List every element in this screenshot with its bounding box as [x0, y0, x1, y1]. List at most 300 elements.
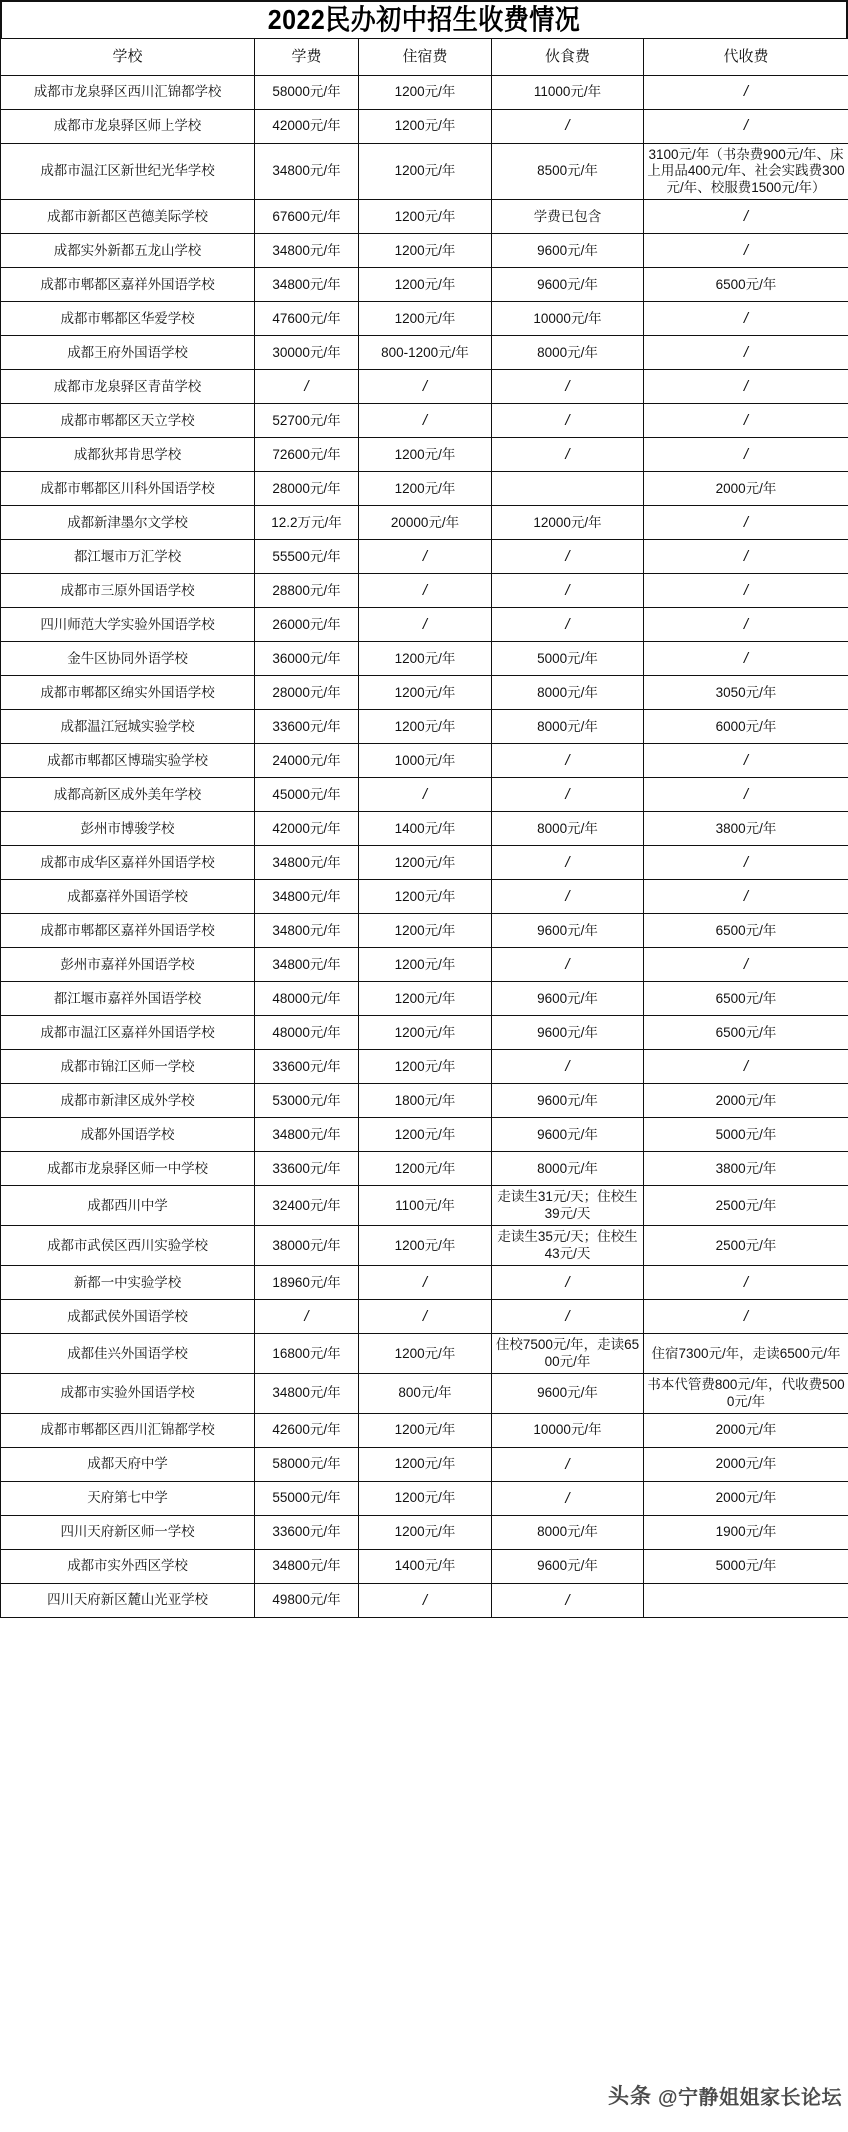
table-row [1, 778, 848, 812]
tuition-fee-cell: 24000元/年 [255, 744, 359, 778]
tuition-fee-cell [255, 370, 359, 404]
meal-fee-cell: 9600元/年 [492, 1016, 644, 1050]
not-applicable-mark: / [565, 117, 570, 135]
table-row [1, 982, 848, 1016]
table-row [1, 1550, 848, 1584]
agency-fee-cell: 2000元/年 [644, 1448, 848, 1482]
dormitory-fee-cell: 1200元/年 [359, 234, 492, 268]
agency-fee-cell: 6500元/年 [644, 982, 848, 1016]
dormitory-fee-cell: 20000元/年 [359, 506, 492, 540]
agency-fee-cell: 住宿7300元/年，走读6500元/年 [644, 1334, 848, 1374]
agency-fee-cell [644, 642, 848, 676]
tuition-fee-cell: 34800元/年 [255, 144, 359, 200]
not-applicable-mark: / [743, 83, 749, 101]
table-row [1, 1448, 848, 1482]
tuition-fee-cell: 33600元/年 [255, 710, 359, 744]
meal-fee-cell: 9600元/年 [492, 1550, 644, 1584]
not-applicable-mark: / [565, 1489, 570, 1507]
tuition-fee-cell: 42000元/年 [255, 110, 359, 144]
tuition-fee-cell: 55000元/年 [255, 1482, 359, 1516]
meal-fee-cell: 9600元/年 [492, 1118, 644, 1152]
dormitory-fee-cell: 1200元/年 [359, 302, 492, 336]
meal-fee-cell [492, 608, 644, 642]
tuition-fee-cell: 28000元/年 [255, 472, 359, 506]
dormitory-fee-cell: 1800元/年 [359, 1084, 492, 1118]
school-name-cell: 成都西川中学 [1, 1186, 255, 1226]
tuition-fee-cell: 32400元/年 [255, 1186, 359, 1226]
page-title: 2022民办初中招生收费情况 [267, 3, 581, 36]
school-name-cell: 成都高新区成外美年学校 [1, 778, 255, 812]
school-name-cell: 成都市郫都区嘉祥外国语学校 [1, 914, 255, 948]
dormitory-fee-cell: 1100元/年 [359, 1186, 492, 1226]
agency-fee-cell: 5000元/年 [644, 1118, 848, 1152]
school-name-cell: 成都市龙泉驿区青苗学校 [1, 370, 255, 404]
school-name-cell: 都江堰市嘉祥外国语学校 [1, 982, 255, 1016]
watermark-author: @宁静姐姐家长论坛 [657, 2086, 842, 2109]
meal-fee-cell: 学费已包含 [492, 200, 644, 234]
table-row [1, 1482, 848, 1516]
table-row [1, 110, 848, 144]
dormitory-fee-cell: 1200元/年 [359, 846, 492, 880]
meal-fee-cell [492, 540, 644, 574]
agency-fee-cell [644, 404, 848, 438]
agency-fee-cell [644, 778, 848, 812]
school-name-cell: 彭州市嘉祥外国语学校 [1, 948, 255, 982]
table-header-row [1, 39, 848, 76]
tuition-fee-cell: 12.2万元/年 [255, 506, 359, 540]
meal-fee-cell [492, 778, 644, 812]
school-name-cell: 成都狄邦肯思学校 [1, 438, 255, 472]
meal-fee-cell: 5000元/年 [492, 642, 644, 676]
dormitory-fee-cell: 1200元/年 [359, 642, 492, 676]
meal-fee-cell [492, 404, 644, 438]
meal-fee-cell: 8000元/年 [492, 710, 644, 744]
table-row [1, 914, 848, 948]
dormitory-fee-cell: 1200元/年 [359, 1414, 492, 1448]
school-name-cell: 成都天府中学 [1, 1448, 255, 1482]
not-applicable-mark: / [304, 1307, 309, 1325]
tuition-fee-cell: 34800元/年 [255, 234, 359, 268]
dormitory-fee-cell: 1400元/年 [359, 1550, 492, 1584]
not-applicable-mark: / [565, 581, 570, 599]
agency-fee-cell: 3050元/年 [644, 676, 848, 710]
watermark [608, 2080, 842, 2110]
tuition-fee-cell: 34800元/年 [255, 268, 359, 302]
meal-fee-cell [492, 472, 644, 506]
agency-fee-cell [644, 200, 848, 234]
dormitory-fee-cell: 1200元/年 [359, 1448, 492, 1482]
not-applicable-mark: / [743, 955, 749, 973]
dormitory-fee-cell [359, 370, 492, 404]
tuition-fee-cell: 26000元/年 [255, 608, 359, 642]
school-name-cell: 成都市郫都区西川汇锦都学校 [1, 1414, 255, 1448]
agency-fee-cell: 6000元/年 [644, 710, 848, 744]
meal-fee-cell: 8000元/年 [492, 336, 644, 370]
dormitory-fee-cell: 1200元/年 [359, 710, 492, 744]
dormitory-fee-cell: 800-1200元/年 [359, 336, 492, 370]
table-header [1, 39, 848, 76]
table-row [1, 336, 848, 370]
tuition-fee-cell: 34800元/年 [255, 846, 359, 880]
dormitory-fee-cell: 1200元/年 [359, 1118, 492, 1152]
table-row [1, 1266, 848, 1300]
dormitory-fee-cell: 1200元/年 [359, 472, 492, 506]
school-name-cell: 金牛区协同外语学校 [1, 642, 255, 676]
table-row [1, 506, 848, 540]
not-applicable-mark: / [743, 785, 749, 803]
school-name-cell: 成都市新都区芭德美际学校 [1, 200, 255, 234]
tuition-fee-cell: 16800元/年 [255, 1334, 359, 1374]
agency-fee-cell [644, 336, 848, 370]
school-name-cell: 成都市成华区嘉祥外国语学校 [1, 846, 255, 880]
column-header-school: 学校 [1, 39, 255, 76]
tuition-fee-cell: 49800元/年 [255, 1584, 359, 1618]
not-applicable-mark: / [743, 615, 749, 633]
not-applicable-mark: / [422, 615, 428, 633]
table-row [1, 268, 848, 302]
table-row [1, 540, 848, 574]
school-name-cell: 成都市三原外国语学校 [1, 574, 255, 608]
meal-fee-cell: 8500元/年 [492, 144, 644, 200]
school-name-cell: 成都市郫都区绵实外国语学校 [1, 676, 255, 710]
dormitory-fee-cell: 1400元/年 [359, 812, 492, 846]
table-row [1, 1118, 848, 1152]
school-name-cell: 四川师范大学实验外国语学校 [1, 608, 255, 642]
table-row [1, 76, 848, 110]
meal-fee-cell: 8000元/年 [492, 1152, 644, 1186]
agency-fee-cell: 6500元/年 [644, 914, 848, 948]
not-applicable-mark: / [743, 411, 749, 429]
tuition-fee-cell: 48000元/年 [255, 1016, 359, 1050]
dormitory-fee-cell: 1200元/年 [359, 438, 492, 472]
dormitory-fee-cell: 800元/年 [359, 1374, 492, 1414]
school-name-cell: 新都一中实验学校 [1, 1266, 255, 1300]
agency-fee-cell [644, 744, 848, 778]
agency-fee-cell [644, 880, 848, 914]
not-applicable-mark: / [422, 581, 428, 599]
school-name-cell: 彭州市博骏学校 [1, 812, 255, 846]
school-name-cell: 成都温江冠城实验学校 [1, 710, 255, 744]
not-applicable-mark: / [565, 887, 570, 905]
not-applicable-mark: / [743, 649, 749, 667]
agency-fee-cell: 2500元/年 [644, 1226, 848, 1266]
table-row [1, 1016, 848, 1050]
table-row [1, 200, 848, 234]
table-row [1, 1374, 848, 1414]
not-applicable-mark: / [565, 615, 570, 633]
not-applicable-mark: / [565, 1307, 570, 1325]
dormitory-fee-cell [359, 540, 492, 574]
not-applicable-mark: / [565, 377, 570, 395]
agency-fee-cell: 3100元/年（书杂费900元/年、床上用品400元/年、社会实践费300元/年、校服费1500元/年） [644, 144, 848, 200]
school-name-cell: 成都市武侯区西川实验学校 [1, 1226, 255, 1266]
meal-fee-cell: 8000元/年 [492, 1516, 644, 1550]
table-row [1, 438, 848, 472]
not-applicable-mark: / [743, 207, 749, 225]
agency-fee-cell [644, 574, 848, 608]
school-name-cell: 成都市温江区新世纪光华学校 [1, 144, 255, 200]
agency-fee-cell: 书本代管费800元/年，代收费5000元/年 [644, 1374, 848, 1414]
column-header-agent: 代收费 [644, 39, 848, 76]
meal-fee-cell [492, 744, 644, 778]
dormitory-fee-cell: 1200元/年 [359, 144, 492, 200]
school-name-cell: 成都外国语学校 [1, 1118, 255, 1152]
school-name-cell: 成都市新津区成外学校 [1, 1084, 255, 1118]
not-applicable-mark: / [743, 241, 749, 259]
meal-fee-cell [492, 846, 644, 880]
dormitory-fee-cell: 1200元/年 [359, 914, 492, 948]
dormitory-fee-cell: 1200元/年 [359, 1226, 492, 1266]
dormitory-fee-cell: 1200元/年 [359, 76, 492, 110]
table-row [1, 1584, 848, 1618]
table-row [1, 1414, 848, 1448]
meal-fee-cell [492, 948, 644, 982]
table-row [1, 1516, 848, 1550]
agency-fee-cell: 2000元/年 [644, 472, 848, 506]
tuition-fee-cell: 34800元/年 [255, 1550, 359, 1584]
agency-fee-cell: 6500元/年 [644, 1016, 848, 1050]
meal-fee-cell: 10000元/年 [492, 302, 644, 336]
dormitory-fee-cell [359, 608, 492, 642]
meal-fee-cell: 9600元/年 [492, 1374, 644, 1414]
dormitory-fee-cell: 1200元/年 [359, 1050, 492, 1084]
tuition-fee-cell: 52700元/年 [255, 404, 359, 438]
table-row [1, 370, 848, 404]
dormitory-fee-cell [359, 1300, 492, 1334]
meal-fee-cell: 10000元/年 [492, 1414, 644, 1448]
not-applicable-mark: / [422, 785, 428, 803]
page-title-bar [0, 0, 848, 38]
tuition-fee-cell: 18960元/年 [255, 1266, 359, 1300]
agency-fee-cell: 1900元/年 [644, 1516, 848, 1550]
school-name-cell: 成都市实验外国语学校 [1, 1374, 255, 1414]
tuition-fee-cell: 33600元/年 [255, 1152, 359, 1186]
not-applicable-mark: / [743, 309, 749, 327]
table-row [1, 234, 848, 268]
not-applicable-mark: / [565, 1455, 570, 1473]
school-name-cell: 四川天府新区师一学校 [1, 1516, 255, 1550]
meal-fee-cell [492, 370, 644, 404]
table-row [1, 472, 848, 506]
tuition-fee-cell: 36000元/年 [255, 642, 359, 676]
tuition-fee-cell: 58000元/年 [255, 76, 359, 110]
not-applicable-mark: / [422, 1273, 428, 1291]
tuition-fee-cell: 34800元/年 [255, 880, 359, 914]
school-name-cell: 成都市郫都区博瑞实验学校 [1, 744, 255, 778]
not-applicable-mark: / [304, 377, 309, 395]
dormitory-fee-cell: 1200元/年 [359, 1482, 492, 1516]
agency-fee-cell: 3800元/年 [644, 812, 848, 846]
agency-fee-cell [644, 110, 848, 144]
table-row [1, 676, 848, 710]
not-applicable-mark: / [422, 411, 428, 429]
school-name-cell: 成都市温江区嘉祥外国语学校 [1, 1016, 255, 1050]
agency-fee-cell [644, 1584, 848, 1618]
school-name-cell: 成都市龙泉驿区西川汇锦都学校 [1, 76, 255, 110]
meal-fee-cell [492, 1050, 644, 1084]
tuition-fee-cell: 33600元/年 [255, 1050, 359, 1084]
tuition-fee-cell [255, 1300, 359, 1334]
table-row [1, 1186, 848, 1226]
dormitory-fee-cell [359, 1584, 492, 1618]
tuition-fee-cell: 42000元/年 [255, 812, 359, 846]
meal-fee-cell: 9600元/年 [492, 1084, 644, 1118]
agency-fee-cell [644, 540, 848, 574]
dormitory-fee-cell: 1200元/年 [359, 982, 492, 1016]
agency-fee-cell [644, 438, 848, 472]
table-row [1, 846, 848, 880]
tuition-fee-cell: 34800元/年 [255, 1374, 359, 1414]
dormitory-fee-cell [359, 574, 492, 608]
school-name-cell: 成都市锦江区师一学校 [1, 1050, 255, 1084]
not-applicable-mark: / [422, 547, 428, 565]
agency-fee-cell: 6500元/年 [644, 268, 848, 302]
agency-fee-cell: 2500元/年 [644, 1186, 848, 1226]
tuition-fee-cell: 67600元/年 [255, 200, 359, 234]
dormitory-fee-cell: 1200元/年 [359, 880, 492, 914]
not-applicable-mark: / [743, 581, 749, 599]
agency-fee-cell [644, 846, 848, 880]
tuition-fee-cell: 34800元/年 [255, 1118, 359, 1152]
table-row [1, 710, 848, 744]
not-applicable-mark: / [565, 853, 570, 871]
dormitory-fee-cell: 1200元/年 [359, 268, 492, 302]
table-row [1, 144, 848, 200]
school-name-cell: 成都新津墨尔文学校 [1, 506, 255, 540]
tuition-fee-cell: 28000元/年 [255, 676, 359, 710]
meal-fee-cell: 8000元/年 [492, 676, 644, 710]
not-applicable-mark: / [743, 853, 749, 871]
agency-fee-cell [644, 370, 848, 404]
table-row [1, 1334, 848, 1374]
table-row [1, 1084, 848, 1118]
agency-fee-cell: 2000元/年 [644, 1084, 848, 1118]
tuition-fee-cell: 28800元/年 [255, 574, 359, 608]
not-applicable-mark: / [565, 411, 570, 429]
table-row [1, 744, 848, 778]
agency-fee-cell [644, 76, 848, 110]
dormitory-fee-cell: 1200元/年 [359, 676, 492, 710]
meal-fee-cell: 9600元/年 [492, 982, 644, 1016]
dormitory-fee-cell [359, 404, 492, 438]
dormitory-fee-cell: 1200元/年 [359, 948, 492, 982]
agency-fee-cell [644, 234, 848, 268]
tuition-fee-cell: 38000元/年 [255, 1226, 359, 1266]
table-row [1, 1050, 848, 1084]
meal-fee-cell: 11000元/年 [492, 76, 644, 110]
dormitory-fee-cell: 1200元/年 [359, 110, 492, 144]
table-row [1, 608, 848, 642]
tuition-fee-cell: 47600元/年 [255, 302, 359, 336]
table-row [1, 574, 848, 608]
tuition-fee-cell: 45000元/年 [255, 778, 359, 812]
toutiao-logo-icon: 头条 [607, 2085, 652, 2108]
table-row [1, 880, 848, 914]
meal-fee-cell: 9600元/年 [492, 268, 644, 302]
dormitory-fee-cell: 1200元/年 [359, 1334, 492, 1374]
not-applicable-mark: / [565, 1591, 570, 1609]
not-applicable-mark: / [743, 377, 749, 395]
tuition-fee-cell: 58000元/年 [255, 1448, 359, 1482]
meal-fee-cell [492, 1448, 644, 1482]
not-applicable-mark: / [743, 751, 749, 769]
tuition-fee-cell: 30000元/年 [255, 336, 359, 370]
meal-fee-cell [492, 438, 644, 472]
not-applicable-mark: / [743, 1057, 749, 1075]
table-row [1, 642, 848, 676]
agency-fee-cell [644, 1050, 848, 1084]
dormitory-fee-cell: 1200元/年 [359, 1152, 492, 1186]
not-applicable-mark: / [565, 1057, 570, 1075]
meal-fee-cell [492, 110, 644, 144]
agency-fee-cell [644, 506, 848, 540]
column-header-meal: 伙食费 [492, 39, 644, 76]
dormitory-fee-cell: 1200元/年 [359, 1016, 492, 1050]
column-header-tuition: 学费 [255, 39, 359, 76]
school-name-cell: 成都武侯外国语学校 [1, 1300, 255, 1334]
agency-fee-cell: 2000元/年 [644, 1482, 848, 1516]
not-applicable-mark: / [743, 1307, 749, 1325]
not-applicable-mark: / [743, 343, 749, 361]
not-applicable-mark: / [743, 547, 749, 565]
not-applicable-mark: / [565, 955, 570, 973]
not-applicable-mark: / [743, 1273, 749, 1291]
meal-fee-cell: 住校7500元/年，走读6500元/年 [492, 1334, 644, 1374]
not-applicable-mark: / [565, 445, 570, 463]
meal-fee-cell: 8000元/年 [492, 812, 644, 846]
meal-fee-cell [492, 880, 644, 914]
meal-fee-cell [492, 1584, 644, 1618]
dormitory-fee-cell: 1200元/年 [359, 1516, 492, 1550]
agency-fee-cell [644, 1300, 848, 1334]
dormitory-fee-cell: 1000元/年 [359, 744, 492, 778]
table-row [1, 1226, 848, 1266]
meal-fee-cell [492, 574, 644, 608]
school-name-cell: 成都市郫都区嘉祥外国语学校 [1, 268, 255, 302]
dormitory-fee-cell: 1200元/年 [359, 200, 492, 234]
school-name-cell: 成都嘉祥外国语学校 [1, 880, 255, 914]
school-name-cell: 成都市郫都区川科外国语学校 [1, 472, 255, 506]
school-name-cell: 四川天府新区麓山光亚学校 [1, 1584, 255, 1618]
school-name-cell: 成都市郫都区华爱学校 [1, 302, 255, 336]
tuition-fee-cell: 42600元/年 [255, 1414, 359, 1448]
private-middle-school-fee-table [0, 38, 848, 1618]
tuition-fee-cell: 72600元/年 [255, 438, 359, 472]
agency-fee-cell: 2000元/年 [644, 1414, 848, 1448]
school-name-cell: 成都王府外国语学校 [1, 336, 255, 370]
not-applicable-mark: / [743, 445, 749, 463]
not-applicable-mark: / [565, 785, 570, 803]
tuition-fee-cell: 48000元/年 [255, 982, 359, 1016]
table-body [1, 76, 848, 1618]
table-row [1, 1152, 848, 1186]
not-applicable-mark: / [565, 547, 570, 565]
school-name-cell: 成都市郫都区天立学校 [1, 404, 255, 438]
not-applicable-mark: / [743, 887, 749, 905]
dormitory-fee-cell [359, 1266, 492, 1300]
agency-fee-cell: 5000元/年 [644, 1550, 848, 1584]
school-name-cell: 成都市龙泉驿区师一中学校 [1, 1152, 255, 1186]
school-name-cell: 天府第七中学 [1, 1482, 255, 1516]
not-applicable-mark: / [743, 117, 749, 135]
not-applicable-mark: / [422, 377, 428, 395]
meal-fee-cell: 9600元/年 [492, 914, 644, 948]
meal-fee-cell: 走读生35元/天；住校生43元/天 [492, 1226, 644, 1266]
meal-fee-cell: 9600元/年 [492, 234, 644, 268]
not-applicable-mark: / [565, 1273, 570, 1291]
school-name-cell: 都江堰市万汇学校 [1, 540, 255, 574]
meal-fee-cell: 走读生31元/天；住校生39元/天 [492, 1186, 644, 1226]
